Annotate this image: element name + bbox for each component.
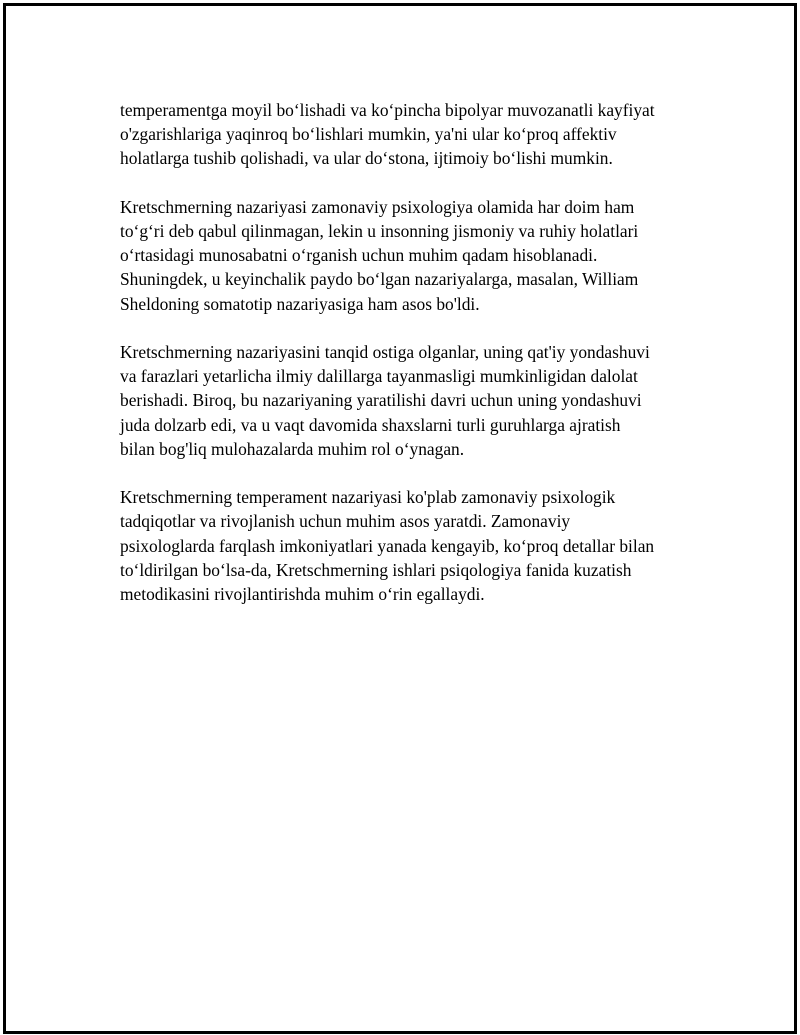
- text-line: berishadi. Biroq, bu nazariyaning yaratilishi davri uchun uning yondashuvi: [120, 390, 642, 411]
- text-line: metodikasini rivojlantirishda muhim oʻrin egallaydi.: [120, 584, 485, 605]
- paragraph-1: [120, 98, 710, 171]
- text-line: Kretschmerning nazariyasi zamonaviy psixologiya olamida har doim ham: [120, 196, 635, 217]
- page-frame: [3, 3, 797, 1034]
- text-line: temperamentga moyil boʻlishadi va koʻpincha bipolyar muvozanatli kayfiyat: [120, 100, 655, 120]
- text-line: psixologlarda farqlash imkoniyatlari yanada kengayib, koʻproq detallar bilan: [120, 535, 655, 556]
- text-line: Sheldoning somatotip nazariyasiga ham asos bo'ldi.: [120, 293, 480, 314]
- text-line: Kretschmerning nazariyasini tanqid ostiga olganlar, uning qat'iy yondashuvi: [120, 342, 650, 362]
- document-body: [120, 98, 710, 630]
- text-line: o'zgarishlariga yaqinroq boʻlishlari mumkin, ya'ni ular koʻproq affektiv: [120, 124, 617, 145]
- text-line: toʻgʻri deb qabul qilinmagan, lekin u insonning jismoniy va ruhiy holatlari: [120, 221, 639, 241]
- text-line: holatlarga tushib qolishadi, va ular doʻstona, ijtimoiy boʻlishi mumkin.: [120, 148, 613, 169]
- paragraph-3: [120, 340, 710, 461]
- paragraph-2: [120, 195, 710, 316]
- text-line: toʻldirilgan boʻlsa-da, Kretschmerning ishlari psiqologiya fanida kuzatish: [120, 559, 632, 580]
- text-line: Kretschmerning temperament nazariyasi ko'plab zamonaviy psixologik: [120, 487, 616, 508]
- text-line: bilan bog'liq mulohazalarda muhim rol oʻynagan.: [120, 438, 465, 459]
- paragraph-4: [120, 485, 710, 606]
- text-line: va farazlari yetarlicha ilmiy dalillarga tayanmasligi mumkinligidan dalolat: [120, 366, 638, 387]
- text-line: tadqiqotlar va rivojlanish uchun muhim asos yaratdi. Zamonaviy: [120, 511, 571, 532]
- text-line: oʻrtasidagi munosabatni oʻrganish uchun muhim qadam hisoblanadi.: [120, 245, 598, 266]
- text-line: juda dolzarb edi, va u vaqt davomida shaxslarni turli guruhlarga ajratish: [120, 414, 621, 435]
- text-line: Shuningdek, u keyinchalik paydo boʻlgan nazariyalarga, masalan, William: [120, 269, 639, 290]
